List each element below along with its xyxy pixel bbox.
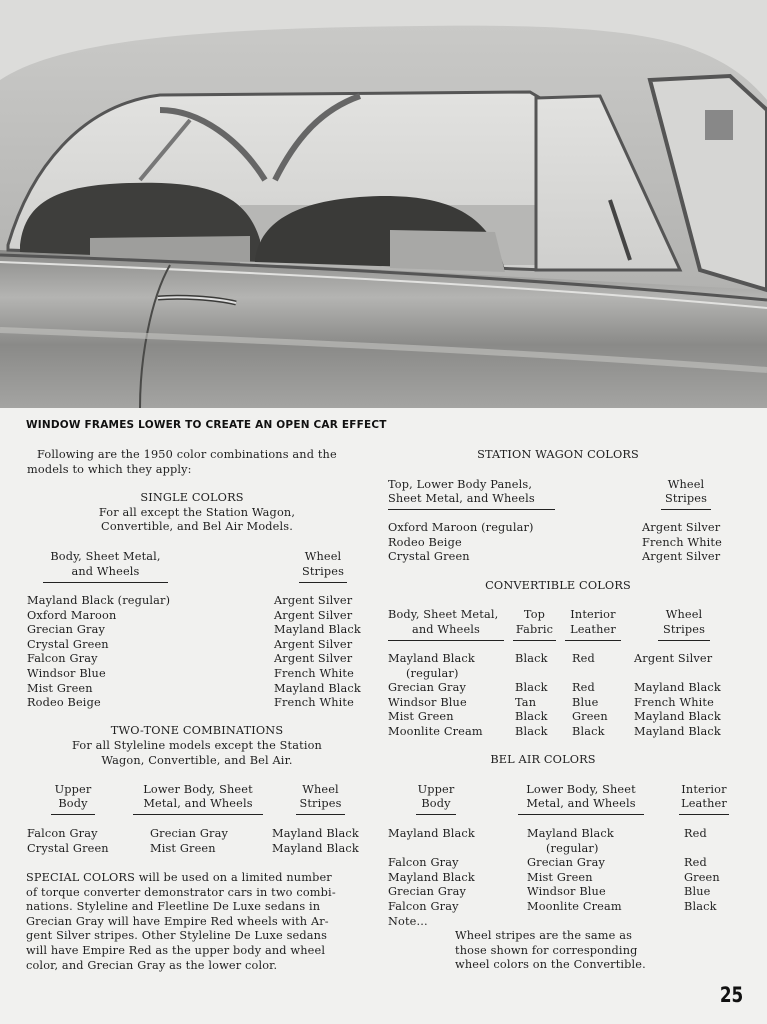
paragraph-line: SPECIAL COLORS will be used on a limited number (26, 871, 332, 884)
table-cell: Rodeo Beige (27, 696, 101, 710)
table-cell: Mayland Black (634, 724, 721, 738)
belair-header-upper-2: Body (416, 797, 456, 815)
table-cell: (regular) (546, 841, 599, 855)
conv-header-interior-2: Leather (565, 623, 621, 641)
table-cell: Crystal Green (27, 841, 109, 855)
table-cell: Argent Silver (642, 550, 721, 564)
two-tone-stripes-column (272, 827, 359, 856)
table-cell: French White (274, 696, 354, 710)
table-cell: Mist Green (150, 841, 216, 855)
table-cell: Red (572, 681, 595, 695)
table-cell: Blue (684, 885, 711, 899)
two-tone-header-stripes-1: Wheel (302, 783, 339, 796)
conv-stripes-column (634, 652, 721, 740)
table-cell: Tan (515, 695, 537, 709)
belair-interior-column (684, 827, 720, 915)
wagon-stripes-column (642, 521, 722, 565)
table-cell: French White (634, 695, 714, 709)
convertible-title: CONVERTIBLE COLORS (485, 579, 631, 592)
table-cell: Argent Silver (274, 594, 353, 607)
table-cell: Black (572, 724, 605, 738)
table-cell: Mayland Black (272, 841, 359, 855)
two-tone-subtitle-2: Wagon, Convertible, and Bel Air. (101, 754, 293, 767)
table-cell: Crystal Green (27, 637, 109, 651)
conv-header-top-1: Top (523, 608, 546, 621)
table-cell: Falcon Gray (388, 856, 459, 870)
belair-header-interior-1: Interior (681, 783, 727, 796)
car-photo (0, 0, 767, 408)
conv-header-stripes-1: Wheel (665, 608, 703, 621)
table-cell: Grecian Gray (527, 856, 605, 870)
wagon-header-body-1: Top, Lower Body Panels, (388, 478, 533, 491)
conv-interior-column (572, 652, 608, 740)
table-cell: Falcon Gray (27, 827, 98, 840)
table-cell: Black (515, 724, 548, 738)
wagon-header-stripes-2: Stripes (661, 492, 711, 510)
table-cell: French White (642, 535, 722, 549)
table-cell: Windsor Blue (527, 885, 606, 899)
table-cell: Red (684, 856, 707, 870)
two-tone-upper-column (27, 827, 109, 856)
two-tone-header-lower-1: Lower Body, Sheet (143, 783, 253, 796)
table-cell: Mayland Black (274, 681, 361, 695)
table-cell: Red (684, 827, 707, 840)
wagon-header-stripes-1: Wheel (667, 478, 705, 491)
table-cell: Grecian Gray (27, 623, 105, 637)
belair-header-lower-1: Lower Body, Sheet (526, 783, 636, 796)
table-cell (572, 667, 608, 682)
wagon-header-body-2: Sheet Metal, and Wheels (388, 492, 555, 510)
table-cell (684, 842, 720, 857)
table-cell: Mayland Black (388, 827, 475, 840)
single-colors-subtitle-2: Convertible, and Bel Air Models. (101, 520, 293, 533)
table-cell: Mayland Black (527, 827, 614, 840)
table-cell: Argent Silver (274, 652, 353, 666)
table-cell: French White (274, 666, 354, 680)
belair-upper-column (388, 827, 475, 929)
single-body-column (27, 594, 170, 711)
table-cell: Moonlite Cream (388, 724, 483, 738)
bel-air-title: BEL AIR COLORS (490, 753, 596, 766)
two-tone-header-upper-1: Upper (54, 783, 92, 796)
table-cell: Grecian Gray (150, 827, 228, 840)
conv-header-top-2: Fabric (513, 623, 556, 641)
table-cell (388, 842, 475, 857)
paragraph-line: nations. Styleline and Fleetline De Luxe sedans in (26, 900, 321, 914)
conv-header-stripes-2: Stripes (658, 623, 710, 641)
two-tone-header-upper-2: Body (51, 797, 95, 815)
special-colors-paragraph (26, 871, 336, 973)
belair-header-interior-2: Leather (679, 797, 729, 815)
table-cell: Red (572, 652, 595, 665)
table-cell: Crystal Green (388, 550, 470, 564)
note-line: wheel colors on the Convertible. (455, 958, 646, 972)
table-cell: Green (572, 710, 608, 724)
table-cell: Mayland Black (274, 623, 361, 637)
table-cell: Black (684, 899, 717, 913)
station-wagon-title: STATION WAGON COLORS (477, 448, 639, 461)
table-cell: Mist Green (388, 710, 454, 724)
paragraph-line: will have Empire Red as the upper body and wheel (26, 943, 326, 957)
intro-line-1: Following are the 1950 color combinations and the (37, 448, 337, 461)
table-cell: Mayland Black (388, 652, 475, 665)
table-cell: Mist Green (27, 681, 93, 695)
car-illustration-icon (0, 0, 767, 408)
conv-header-body-1: Body, Sheet Metal, (388, 608, 499, 621)
conv-header-body-2: and Wheels (388, 623, 504, 641)
two-tone-lower-column (150, 827, 228, 856)
table-cell: Mayland Black (634, 710, 721, 724)
paragraph-line: of torque converter demonstrator cars in two combi- (26, 885, 336, 899)
note-line: Wheel stripes are the same as (455, 929, 633, 942)
single-header-stripes-2: Stripes (299, 565, 347, 583)
belair-header-upper-1: Upper (417, 783, 455, 796)
belair-header-lower-2: Metal, and Wheels (518, 797, 644, 815)
headline: WINDOW FRAMES LOWER TO CREATE AN OPEN CAR EFFECT (26, 419, 387, 431)
table-cell: Oxford Maroon (regular) (388, 521, 534, 534)
table-cell: Windsor Blue (27, 666, 106, 680)
table-cell: Mayland Black (634, 681, 721, 695)
single-header-body-1: Body, Sheet Metal, (50, 550, 161, 563)
page-number: 25 (719, 983, 743, 1007)
wagon-body-column (388, 521, 534, 565)
table-cell: Black (515, 681, 548, 695)
table-cell: Blue (572, 695, 599, 709)
table-cell: Green (684, 870, 720, 884)
conv-top-column (515, 652, 548, 740)
paragraph-line: Grecian Gray will have Empire Red wheels with Ar- (26, 914, 329, 928)
table-cell: Mayland Black (regular) (27, 594, 171, 607)
table-cell: Moonlite Cream (527, 899, 622, 913)
two-tone-header-lower-2: Metal, and Wheels (133, 797, 263, 815)
two-tone-header-stripes-2: Stripes (296, 797, 345, 815)
table-cell: (regular) (406, 666, 459, 680)
single-colors-title: SINGLE COLORS (140, 491, 244, 504)
table-cell: Falcon Gray (27, 652, 98, 666)
table-cell: Mayland Black (388, 870, 475, 884)
paragraph-line: gent Silver stripes. Other Styleline De Luxe sedans (26, 929, 328, 943)
table-cell: Argent Silver (274, 637, 353, 651)
bel-air-note (455, 929, 646, 973)
table-cell: Note... (388, 914, 428, 928)
note-line: those shown for corresponding (455, 943, 638, 957)
table-cell: Argent Silver (274, 608, 353, 622)
table-cell: Mayland Black (272, 827, 359, 840)
table-cell: Rodeo Beige (388, 535, 462, 549)
conv-body-column (388, 652, 483, 740)
belair-lower-column (527, 827, 622, 915)
table-cell: Windsor Blue (388, 695, 467, 709)
paragraph-line: color, and Grecian Gray as the lower color. (26, 958, 278, 972)
single-header-stripes-1: Wheel (304, 550, 342, 563)
table-cell: Grecian Gray (388, 885, 466, 899)
single-colors-subtitle-1: For all except the Station Wagon, (98, 506, 296, 519)
intro-line-2: models to which they apply: (27, 463, 192, 476)
table-cell: Mist Green (527, 870, 593, 884)
table-cell (634, 667, 721, 682)
single-header-body-2: and Wheels (43, 565, 168, 583)
table-cell: Argent Silver (634, 652, 713, 665)
two-tone-title: TWO-TONE COMBINATIONS (110, 724, 284, 737)
table-cell: Argent Silver (642, 521, 721, 534)
two-tone-subtitle-1: For all Styleline models except the Station (72, 739, 322, 752)
single-stripes-column (274, 594, 361, 711)
table-cell: Black (515, 652, 548, 665)
table-cell: Oxford Maroon (27, 608, 117, 622)
table-cell: Falcon Gray (388, 899, 459, 913)
table-cell (515, 667, 548, 682)
conv-header-interior-1: Interior (570, 608, 616, 621)
table-cell: Grecian Gray (388, 681, 466, 695)
table-cell: Black (515, 710, 548, 724)
